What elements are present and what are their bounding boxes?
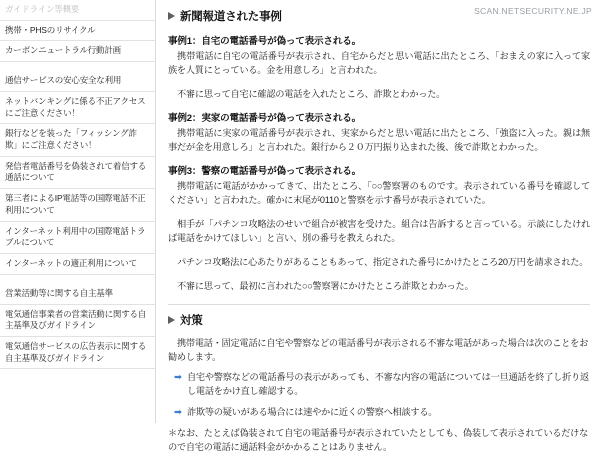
case-2	[168, 110, 590, 155]
sidebar-item-label: インターネット利用中の国際電話トラブルについて	[5, 225, 146, 248]
measures-intro: 携帯電話・固定電話に自宅や警察などの電話番号が表示される不審な電話があった場合は次のことをお勧めします。	[168, 337, 589, 362]
case-paragraph: 不審に思って自宅に確認の電話を入れたところ、詐欺とわかった。	[177, 88, 446, 99]
triangle-bullet-icon	[168, 12, 175, 20]
section-title: 新聞報道された事例	[180, 11, 282, 23]
section-title: 対策	[180, 314, 203, 327]
triangle-bullet-icon	[168, 316, 175, 324]
sidebar-item-3[interactable]	[0, 71, 155, 92]
case-paragraph: 不審に思って、最初に言われた○○警察署にかけたところ詐欺とわかった。	[177, 280, 474, 291]
watermark-text: SCAN.NETSECURITY.NE.JP	[474, 6, 592, 16]
case-paragraph: 携帯電話に自宅の電話番号が表示され、自宅からだと思い電話に出たところ、「おまえの家に入って家族を人質にとっている。金を用意しろ」と言われた。	[168, 51, 590, 75]
case-3	[168, 163, 590, 294]
section-divider	[168, 304, 590, 305]
case-paragraph: 携帯電話に電話がかかってきて、出たところ、「○○警察署のものです。表示されている番号を確認してください」と言われた。確かに末尾が0110と警察を示す番号が表示されていた。	[168, 180, 590, 205]
case-paragraph: 携帯電話に実家の電話番号が表示され、実家からだと思い電話に出たところ、「強盗に入った。親は無事だが金を用意しろ」と言われた。銀行から２０万円振り込まれた後、後で詐欺とわかった。	[168, 127, 590, 152]
measure-bullet-2	[168, 406, 590, 420]
case-1	[168, 33, 590, 102]
sidebar-group-divider	[0, 62, 155, 71]
sidebar-item-11[interactable]	[0, 305, 155, 337]
sidebar-item-5[interactable]	[0, 124, 155, 156]
sidebar-item-8[interactable]	[0, 222, 155, 254]
arrow-right-icon: ➡	[174, 372, 182, 384]
sidebar-item-label: ガイドライン等概要	[5, 4, 80, 14]
sidebar-item-label: インターネットの適正利用について	[5, 258, 137, 269]
main-content	[156, 0, 600, 452]
case-title: 事例1：自宅の電話番号が偽って表示される。	[168, 36, 362, 47]
sidebar-item-label: 営業活動等に関する自主基準	[5, 287, 113, 298]
sidebar-item-6[interactable]	[0, 157, 155, 189]
sidebar-item-label: 携帯・PHSのリサイクル	[5, 24, 96, 35]
sidebar-item-10[interactable]	[0, 284, 155, 305]
case-title: 事例3：警察の電話番号が偽って表示される。	[168, 165, 362, 177]
sidebar-item-7[interactable]	[0, 189, 155, 221]
sidebar-item-label: カーボンニュートラル行動計画	[5, 45, 121, 56]
sidebar-group-divider	[0, 275, 155, 284]
sidebar-item-9[interactable]	[0, 254, 155, 275]
sidebar-item-label: 発信者電話番号を偽装されて着信する通話について	[5, 160, 147, 183]
sidebar-item-label: 通信サービスの安心安全な利用	[5, 75, 122, 86]
sidebar-item-2[interactable]	[0, 41, 155, 62]
case-paragraph: パチンコ攻略法に心あたりがあることもあって、指定された番号にかけたところ20万円を請求された。	[177, 256, 589, 267]
sidebar-item-label: 第三者によるIP電話等の国際電話不正利用について	[5, 193, 146, 215]
measures-note: ＊なお、たとえば偽装されて自宅の電話番号が表示されていたとしても、偽装して表示されているだけなので自宅の電話に通話料金がかかることはありません。	[168, 427, 589, 452]
case-paragraph: 相手が「パチンコ攻略法のせいで組合が被害を受けた。組合は告訴すると言っている。示談にしたければ電話をかけてほしい」と言い、別の番号を教えられた。	[168, 218, 590, 243]
sidebar-item-label: 電気通信事業者の営業活動に関する自主基準及びガイドライン	[5, 308, 147, 331]
sidebar-item-0[interactable]	[0, 0, 155, 21]
measure-bullet-text: 詐欺等の疑いがある場合には速やかに近くの警察へ相談する。	[186, 407, 438, 418]
sidebar-item-label: 銀行などを装った「フィッシング詐欺」にご注意ください！	[5, 128, 137, 151]
sidebar-item-1[interactable]	[0, 21, 155, 42]
measure-bullet-text: 自宅や警察などの電話番号の表示があっても、不審な内容の電話については一旦通話を終了し折り返し電話をかけ直し確認する。	[186, 372, 589, 397]
sidebar-item-4[interactable]	[0, 92, 155, 124]
sidebar	[0, 0, 155, 423]
case-title: 事例2：実家の電話番号が偽って表示される。	[168, 112, 362, 124]
sidebar-item-12[interactable]	[0, 337, 155, 369]
sidebar-item-label: ネットバンキングに係る不正アクセスにご注意ください！	[5, 95, 146, 118]
measure-bullet-1	[168, 371, 590, 399]
arrow-right-icon: ➡	[174, 407, 182, 419]
section-heading-measures	[168, 312, 590, 328]
sidebar-item-label: 電気通信サービスの広告表示に関する自主基準及びガイドライン	[5, 340, 147, 363]
